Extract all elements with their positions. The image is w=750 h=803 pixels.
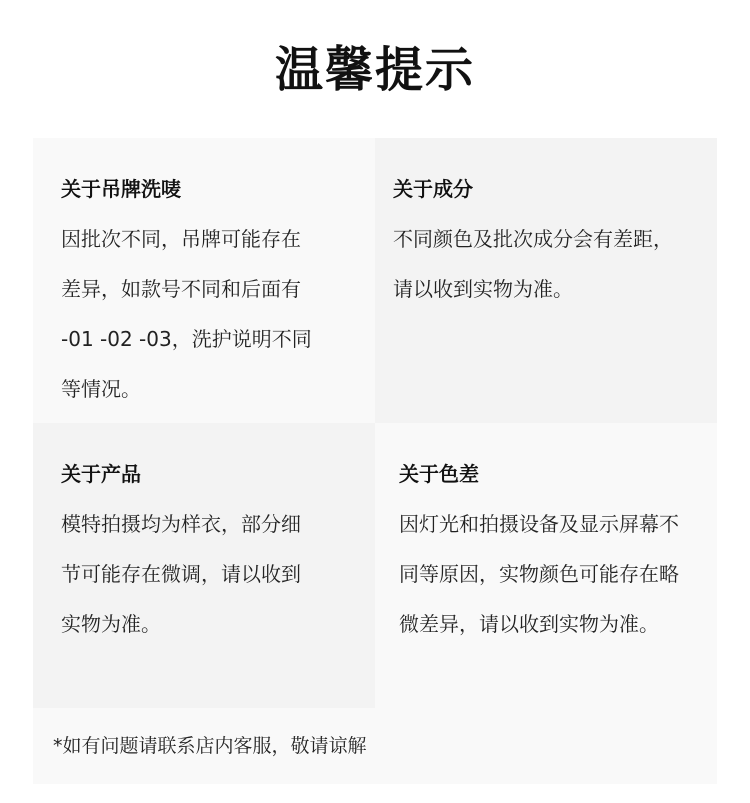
card-line: 节可能存在微调，请以收到 — [61, 562, 301, 586]
card-line: -01 -02 -03，洗护说明不同 — [61, 327, 312, 351]
card-line: 同等原因，实物颜色可能存在略 — [399, 562, 679, 586]
card-body — [61, 499, 361, 649]
card-tag-care-label — [33, 138, 375, 423]
card-line: 微差异，请以收到实物为准。 — [399, 612, 659, 636]
card-body — [399, 499, 711, 649]
card-color-difference — [375, 423, 717, 708]
card-title: 关于成分 — [393, 177, 473, 201]
card-line: 差异，如款号不同和后面有 — [61, 277, 301, 301]
card-line: 因灯光和拍摄设备及显示屏幕不 — [399, 512, 679, 536]
card-line: 实物为准。 — [61, 612, 161, 636]
card-line: 等情况。 — [61, 377, 141, 401]
card-body — [393, 214, 711, 314]
card-title: 关于色差 — [399, 462, 479, 486]
page-title: 温馨提示 — [274, 42, 475, 98]
footer-note: *如有问题请联系店内客服，敬请谅解 — [53, 735, 367, 757]
card-line: 模特拍摄均为样衣，部分细 — [61, 512, 301, 536]
card-line: 不同颜色及批次成分会有差距， — [393, 227, 673, 251]
card-line: 请以收到实物为准。 — [393, 277, 573, 301]
card-title: 关于吊牌洗唛 — [61, 177, 181, 201]
card-body — [61, 214, 361, 414]
footer-note-box — [33, 708, 717, 784]
card-composition — [375, 138, 717, 423]
card-product — [33, 423, 375, 708]
card-title: 关于产品 — [61, 462, 141, 486]
card-line: 因批次不同，吊牌可能存在 — [61, 227, 301, 251]
